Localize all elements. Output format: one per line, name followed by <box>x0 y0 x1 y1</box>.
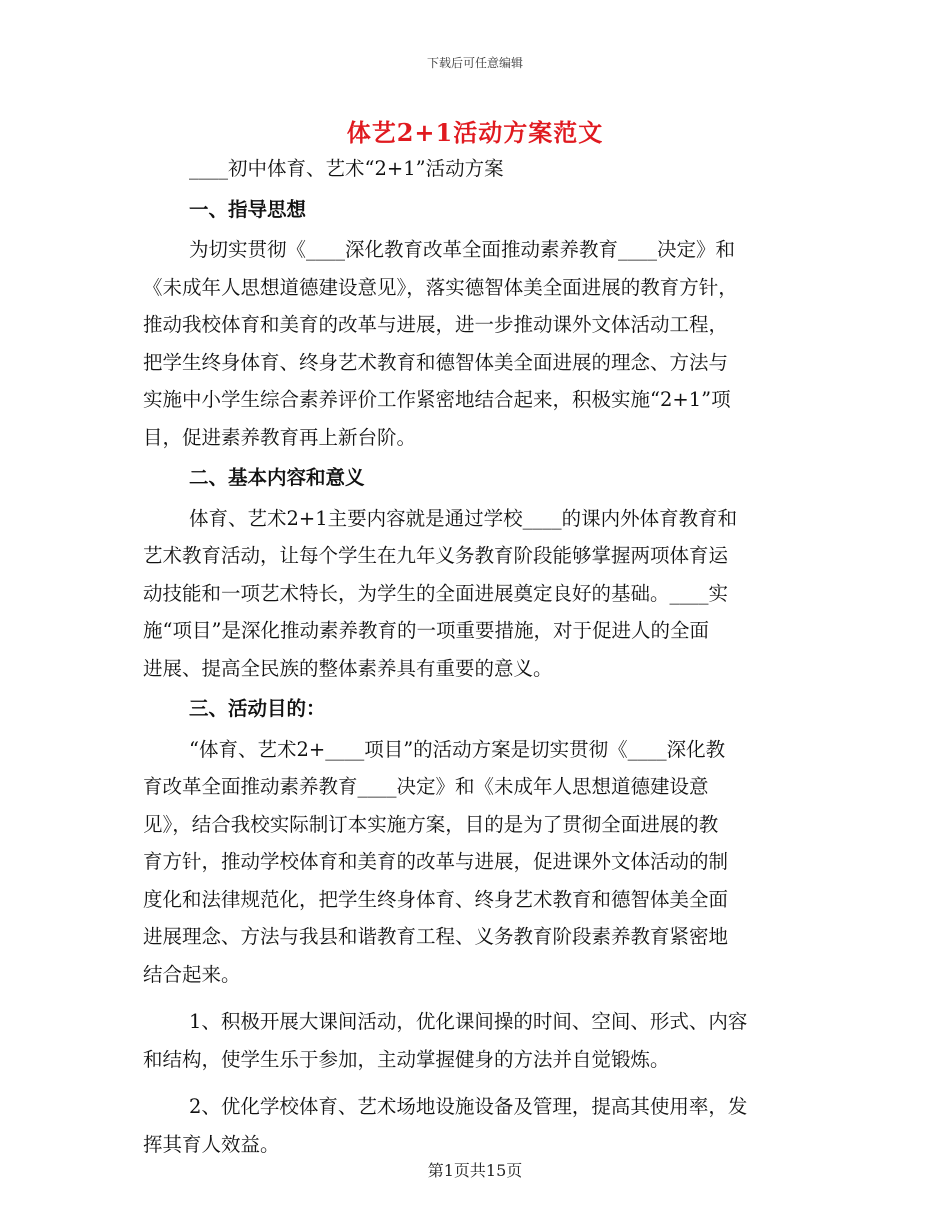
paragraph-line: 推动我校体育和美育的改革与进展，进一步推动课外文体活动工程， <box>143 313 729 336</box>
paragraph-line: 进展理念、方法与我县和谐教育工程、义务教育阶段素养教育紧密地 <box>143 925 729 948</box>
list-item-line: 挥其育人效益。 <box>143 1132 280 1156</box>
paragraph-line: 施“项目”是深化推动素养教育的一项重要措施，对于促进人的全面 <box>143 619 709 642</box>
section-heading: 一、指导思想 <box>189 197 307 221</box>
paragraph-line: “体育、艺术2+____项目”的活动方案是切实贯彻《____深化教 <box>189 737 726 761</box>
list-item-line: 1、积极开展大课间活动，优化课间操的时间、空间、形式、内容 <box>189 1010 748 1033</box>
paragraph-line: 目，促进素养教育再上新台阶。 <box>143 425 417 449</box>
paragraph-line: 实施中小学生综合素养评价工作紧密地结合起来，积极实施“2+1”项 <box>143 388 731 411</box>
page-footer: 第1页共15页 <box>427 1161 523 1180</box>
paragraph-line: 把学生终身体育、终身艺术教育和德智体美全面进展的理念、方法与 <box>143 350 729 374</box>
header-note: 下载后可任意编辑 <box>426 56 523 70</box>
document-body <box>143 150 808 1163</box>
list-item-line: 和结构，使学生乐于参加，主动掌握健身的方法并自觉锻炼。 <box>143 1047 670 1071</box>
paragraph-line: 动技能和一项艺术特长，为学生的全面进展奠定良好的基础。____实 <box>143 581 729 605</box>
section-heading: 三、活动目的： <box>189 697 326 720</box>
subtitle: ____初中体育、艺术“2+1”活动方案 <box>189 157 504 180</box>
paragraph-line: 艺术教育活动，让每个学生在九年义务教育阶段能够掌握两项体育运 <box>143 544 729 567</box>
paragraph-line: 体育、艺术2+1主要内容就是通过学校____的课内外体育教育和 <box>189 506 738 530</box>
paragraph-line: 度化和法律规范化，把学生终身体育、终身艺术教育和德智体美全面 <box>143 887 729 911</box>
list-item-line: 2、优化学校体育、艺术场地设施设备及管理，提高其使用率，发 <box>189 1095 748 1118</box>
paragraph-line: 进展、提高全民族的整体素养具有重要的意义。 <box>143 656 553 680</box>
paragraph-line: 见》，结合我校实际制订本实施方案，目的是为了贯彻全面进展的教 <box>143 812 719 836</box>
paragraph-line: 育方针，推动学校体育和美育的改革与进展，促进课外文体活动的制 <box>143 850 729 873</box>
paragraph-line: 结合起来。 <box>143 962 241 986</box>
paragraph-line: 育改革全面推动素养教育____决定》和《未成年人思想道德建设意 <box>143 775 709 798</box>
section-heading: 二、基本内容和意义 <box>189 466 365 489</box>
paragraph-line: 为切实贯彻《____深化教育改革全面推动素养教育____决定》和 <box>189 238 736 261</box>
document-title: 体艺2+1活动方案范文 <box>346 118 604 147</box>
paragraph-line: 《未成年人思想道德建设意见》，落实德智体美全面进展的教育方针， <box>143 275 738 299</box>
